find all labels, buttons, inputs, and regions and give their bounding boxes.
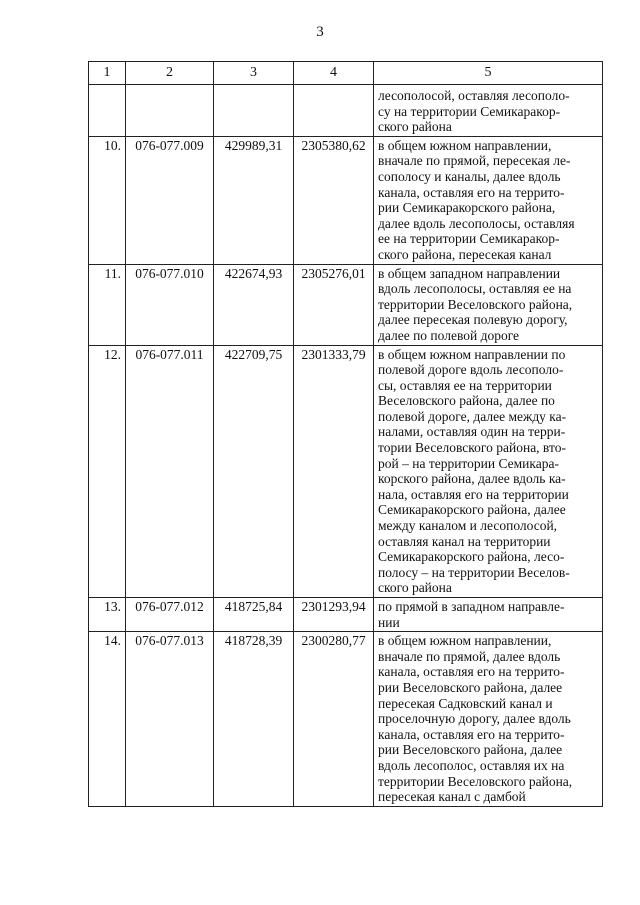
description-line: пересекая канал с дамбой <box>378 789 526 805</box>
description-line: Семикаракорского района, далее <box>378 502 566 518</box>
description-line: рии Семикаракорского района, <box>378 200 556 216</box>
description-line: между каналом и лесополосой, <box>378 518 558 534</box>
description-line: канала, оставляя его на террито- <box>378 664 565 680</box>
description-line: в общем южном направлении, <box>378 633 552 649</box>
description-line: в общем южном направлении, <box>378 137 552 153</box>
description-line: Семикаракорского района, лесо- <box>378 549 565 565</box>
description-line: территории Веселовского района, <box>378 296 573 312</box>
coord-x <box>214 85 294 137</box>
description-line: лесополосой, оставляя лесополо- <box>378 88 570 103</box>
point-code: 076-077.010 <box>126 264 214 345</box>
coord-x: 422709,75 <box>214 345 294 598</box>
row-number: 12. <box>89 345 126 598</box>
description-line: сы, оставляя ее на территории <box>378 377 552 393</box>
boundary-description <box>374 136 603 264</box>
row-number: 13. <box>89 598 126 632</box>
description-line: далее по полевой дороге <box>378 327 520 343</box>
description-line: ского района <box>378 580 452 596</box>
table-row <box>89 345 603 598</box>
coord-y <box>294 85 374 137</box>
point-code: 076-077.013 <box>126 632 214 807</box>
boundary-description <box>374 85 603 137</box>
row-number: 10. <box>89 136 126 264</box>
coord-y: 2300280,77 <box>294 632 374 807</box>
description-line: рии Веселовского района, далее <box>378 679 563 695</box>
description-line: далее вдоль лесополосы, оставляя <box>378 215 575 231</box>
description-line: рой – на территории Семикара- <box>378 455 559 471</box>
description-line: рии Веселовского района, далее <box>378 742 563 758</box>
description-line: налами, оставляя один на терри- <box>378 424 566 440</box>
boundary-description <box>374 632 603 807</box>
coord-y: 2301293,94 <box>294 598 374 632</box>
description-line: ского района <box>378 119 452 135</box>
header-col-3: 3 <box>214 62 294 85</box>
description-line: тории Веселовского района, вто- <box>378 440 566 456</box>
description-line: полевой дороге, далее между ка- <box>378 408 567 424</box>
description-line: полосу – на территории Веселов- <box>378 564 570 580</box>
description-line: нала, оставляя его на территории <box>378 486 569 502</box>
point-code: 076-077.012 <box>126 598 214 632</box>
description-line: су на территории Семикаракор- <box>378 103 561 119</box>
boundary-description <box>374 264 603 345</box>
point-code: 076-077.009 <box>126 136 214 264</box>
header-col-5: 5 <box>374 62 603 85</box>
description-line: проселочную дорогу, далее вдоль <box>378 711 571 727</box>
coord-y: 2301333,79 <box>294 345 374 598</box>
description-line: вначале по прямой, пересекая ле- <box>378 153 571 169</box>
coord-x: 418725,84 <box>214 598 294 632</box>
boundary-table <box>88 61 603 807</box>
coord-x: 418728,39 <box>214 632 294 807</box>
description-line: по прямой в западном направле- <box>378 599 565 614</box>
description-line: пересекая Садковский канал и <box>378 695 553 711</box>
coord-y: 2305380,62 <box>294 136 374 264</box>
table-row <box>89 632 603 807</box>
description-line: в общем западном направлении <box>378 265 561 281</box>
header-col-2: 2 <box>126 62 214 85</box>
description-line: далее пересекая полевую дорогу, <box>378 312 568 328</box>
coord-y: 2305276,01 <box>294 264 374 345</box>
table-row <box>89 598 603 632</box>
page-number: 3 <box>316 24 324 40</box>
description-line: в общем южном направлении по <box>378 346 566 362</box>
row-number: 14. <box>89 632 126 807</box>
row-number: 11. <box>89 264 126 345</box>
description-line: ее на территории Семикаракор- <box>378 231 560 247</box>
point-code: 076-077.011 <box>126 345 214 598</box>
boundary-description <box>374 598 603 632</box>
header-col-4: 4 <box>294 62 374 85</box>
description-line: ского района, пересекая канал <box>378 246 552 262</box>
description-line: канала, оставляя его на террито- <box>378 726 565 742</box>
description-line: Веселовского района, далее по <box>378 393 555 409</box>
coord-x: 422674,93 <box>214 264 294 345</box>
table-row <box>89 264 603 345</box>
table-row <box>89 136 603 264</box>
description-line: нии <box>378 614 400 630</box>
description-line: канала, оставляя его на террито- <box>378 184 565 200</box>
description-line: вначале по прямой, далее вдоль <box>378 648 561 664</box>
description-line: территории Веселовского района, <box>378 773 573 789</box>
table-row <box>89 85 603 137</box>
description-line: оставляя канал на территории <box>378 533 551 549</box>
table-header-row <box>89 62 603 85</box>
coord-x: 429989,31 <box>214 136 294 264</box>
description-line: сополосу и каналы, далее вдоль <box>378 168 561 184</box>
point-code <box>126 85 214 137</box>
header-col-1: 1 <box>89 62 126 85</box>
description-line: вдоль лесополос, оставляя их на <box>378 757 565 773</box>
row-number <box>89 85 126 137</box>
description-line: полевой дороге вдоль лесополо- <box>378 362 564 378</box>
description-line: корского района, далее вдоль ка- <box>378 471 566 487</box>
boundary-description <box>374 345 603 598</box>
description-line: вдоль лесополосы, оставляя ее на <box>378 281 572 297</box>
